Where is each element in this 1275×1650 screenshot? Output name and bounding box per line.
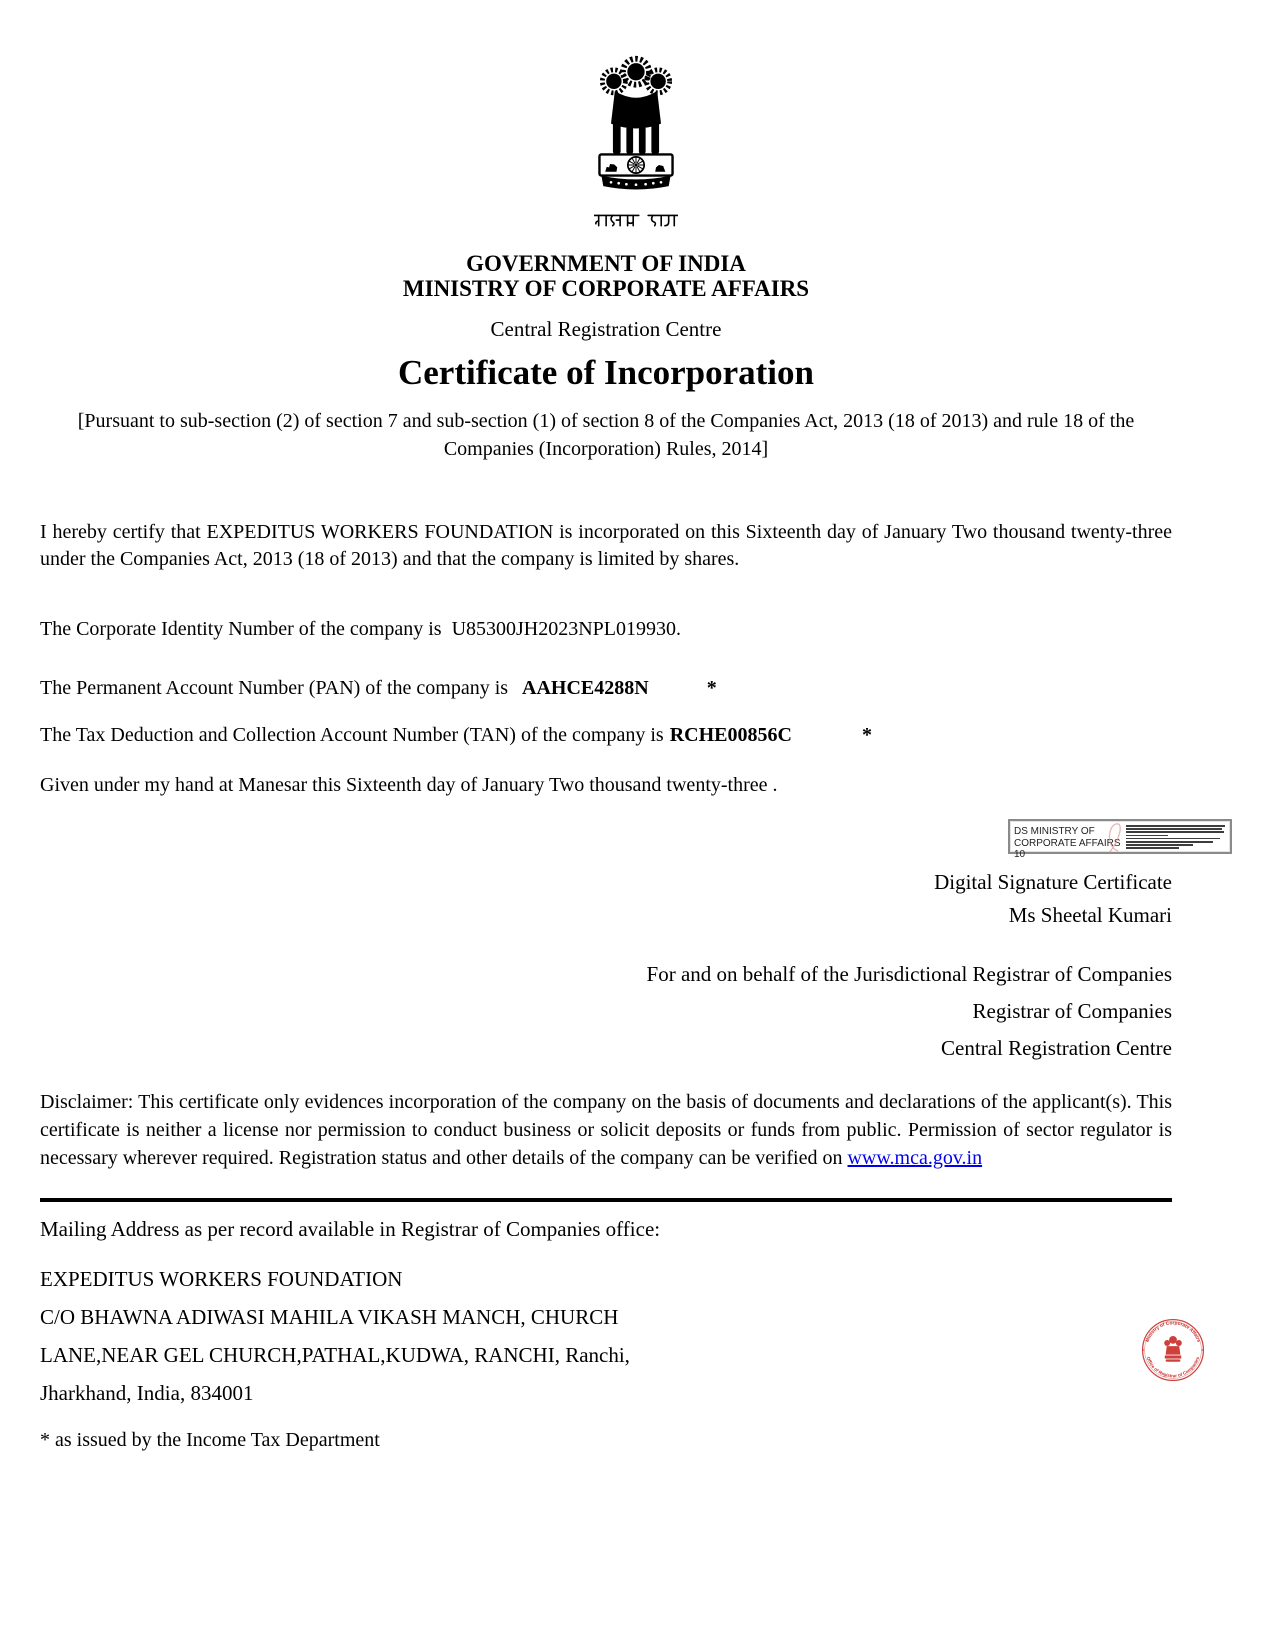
stamp-emblem-icon: [1164, 1336, 1182, 1362]
signer-name: Ms Sheetal Kumari: [1008, 903, 1172, 927]
stamp-star-left: *: [1141, 1348, 1145, 1355]
income-tax-footnote: * as issued by the Income Tax Department: [40, 1429, 380, 1451]
satyameva-jayate-motto-icon: [594, 212, 678, 230]
certificate-title: Certificate of Incorporation: [398, 353, 814, 392]
svg-text:Office of Registrar of Compani: [1146, 1356, 1201, 1379]
incorporation-statement: I hereby certify that EXPEDITUS WORKERS FOUNDATION is incorporated on this Sixteenth day of January Two thousand twenty-three under the Companies Act, 2013 (18 of 2013) and that the company is limited by shares.: [40, 521, 1172, 570]
mailing-address-heading: Mailing Address as per record available in Registrar of Companies office:: [40, 1217, 661, 1241]
pan-label: The Permanent Account Number (PAN) of the company is: [40, 677, 509, 699]
pan-value: AAHCE4288N: [522, 677, 649, 699]
tan-value: RCHE00856C: [669, 724, 792, 746]
mca-website-link[interactable]: www.mca.gov.in: [847, 1147, 983, 1169]
cin-period: .: [676, 618, 682, 640]
tan-asterisk: *: [861, 724, 872, 746]
ministry-heading: MINISTRY OF CORPORATE AFFAIRS: [402, 276, 810, 301]
registrar-block: [40, 956, 1172, 1067]
registrar-office-stamp: [1134, 1311, 1212, 1389]
disclaimer-text: Disclaimer: This certificate only evidences incorporation of the company on the basis of documents and declarations of the applicant(s). This certificate is neither a license nor permission to conduct business or solicit deposits or funds from public. Permission of sector regulator is necessary wherever required. Registration status and other details of the company can be verified on: [40, 1091, 1172, 1169]
digital-signature-certificate-line: Digital Signature Certificate: [934, 870, 1172, 894]
certificate-header: [40, 50, 1172, 463]
pan-line: [40, 674, 1172, 702]
stamp-top-text: Ministry of Corporate Affairs: [1145, 1321, 1201, 1344]
stamp-bottom-text: Office of Registrar of Companies: [1145, 1356, 1201, 1379]
mailing-address-block: [40, 1260, 1172, 1412]
on-behalf-line: For and on behalf of the Jurisdictional Registrar of Companies: [646, 962, 1172, 986]
cin-label: The Corporate Identity Number of the company is: [40, 618, 442, 640]
stamp-star-right: *: [1201, 1348, 1204, 1355]
digital-signature-box: [1008, 819, 1232, 860]
address-line-2: LANE,NEAR GEL CHURCH,PATHAL,KUDWA, RANCHI, Ranchi,: [40, 1343, 630, 1367]
disclaimer-paragraph: [40, 1088, 1172, 1172]
tan-label: The Tax Deduction and Collection Account Number (TAN) of the company is: [40, 724, 664, 746]
address-line-3: Jharkhand, India, 834001: [40, 1381, 254, 1405]
section-divider: [40, 1198, 1172, 1202]
cin-value: U85300JH2023NPL019930: [451, 618, 677, 640]
lion-capital-emblem-icon: [586, 50, 686, 205]
government-of-india-heading: GOVERNMENT OF INDIA: [466, 251, 746, 276]
tan-line: [40, 721, 1172, 749]
motto-text: [678, 210, 679, 211]
address-company-name: EXPEDITUS WORKERS FOUNDATION: [40, 1267, 403, 1291]
pan-asterisk: *: [706, 677, 717, 699]
national-emblem: [581, 50, 691, 235]
registrar-of-companies-line: Registrar of Companies: [972, 999, 1172, 1023]
central-registration-centre-sign-line: Central Registration Centre: [941, 1036, 1172, 1060]
pursuant-clause: [Pursuant to sub-section (2) of section 7 and sub-section (1) of section 8 of the Companies Act, 2013 (18 of 2013) and rule 18 of the Companies (Incorporation) Rules, 2014]: [77, 410, 1135, 460]
ds-signer-label: DS MINISTRY OF CORPORATE AFFAIRS 10: [1014, 826, 1121, 860]
cin-line: [40, 615, 1172, 643]
address-line-1: C/O BHAWNA ADIWASI MAHILA VIKASH MANCH, CHURCH: [40, 1305, 619, 1329]
central-registration-centre-line: Central Registration Centre: [490, 317, 722, 341]
given-under-hand-line: Given under my hand at Manesar this Sixteenth day of January Two thousand twenty-three .: [40, 774, 778, 796]
signature-fine-print: [1126, 821, 1230, 852]
